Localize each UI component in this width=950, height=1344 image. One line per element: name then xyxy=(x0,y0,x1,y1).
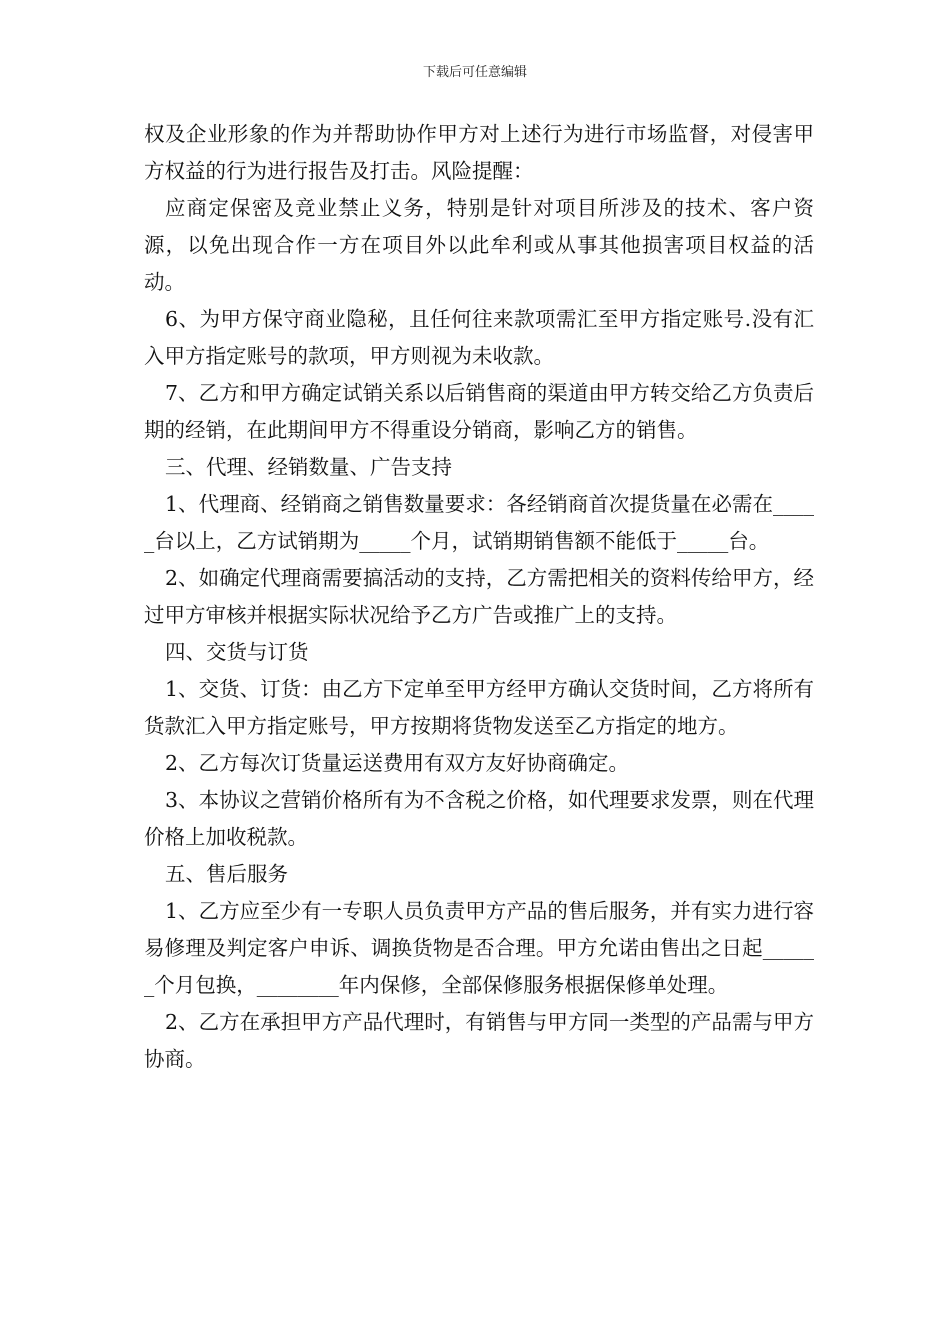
paragraph-1: 权及企业形象的作为并帮助协作甲方对上述行为进行市场监督，对侵害甲方权益的行为进行报告及打击。风险提醒： xyxy=(144,122,814,183)
paragraph-10: 2、乙方每次订货量运送费用有双方友好协商确定。 xyxy=(165,751,630,775)
paragraph-4: 7、乙方和甲方确定试销关系以后销售商的渠道由甲方转交给乙方负责后期的经销，在此期间甲方不得重设分销商，影响乙方的销售。 xyxy=(144,381,814,442)
paragraph-9: 1、交货、订货：由乙方下定单至甲方经甲方确认交货时间，乙方将所有货款汇入甲方指定账号，甲方按期将货物发送至乙方指定的地方。 xyxy=(144,677,814,738)
paragraph-13: 1、乙方应至少有一专职人员负责甲方产品的售后服务，并有实力进行容易修理及判定客户申诉、调换货物是否合理。甲方允诺由售出之日起______个月包换，________年内保修，全部保修服务根据保修单处理。 xyxy=(144,899,814,997)
document-body xyxy=(144,116,814,1078)
section-heading-5: 五、售后服务 xyxy=(165,862,288,886)
paragraph-2: 应商定保密及竞业禁止义务，特别是针对项目所涉及的技术、客户资源，以免出现合作一方在项目外以此牟利或从事其他损害项目权益的活动。 xyxy=(144,196,814,294)
paragraph-11: 3、本协议之营销价格所有为不含税之价格，如代理要求发票，则在代理价格上加收税款。 xyxy=(144,788,814,849)
section-heading-3: 三、代理、经销数量、广告支持 xyxy=(165,455,452,479)
paragraph-6: 1、代理商、经销商之销售数量要求：各经销商首次提货量在必需在_____台以上，乙方试销期为_____个月，试销期销售额不能低于_____台。 xyxy=(144,492,814,553)
section-heading-4: 四、交货与订货 xyxy=(165,640,309,664)
paragraph-3: 6、为甲方保守商业隐秘，且任何往来款项需汇至甲方指定账号.没有汇入甲方指定账号的款项，甲方则视为未收款。 xyxy=(144,307,814,368)
page-header: 下载后可任意编辑 xyxy=(422,65,527,80)
paragraph-7: 2、如确定代理商需要搞活动的支持，乙方需把相关的资料传给甲方，经过甲方审核并根据实际状况给予乙方广告或推广上的支持。 xyxy=(144,566,814,627)
paragraph-14: 2、乙方在承担甲方产品代理时，有销售与甲方同一类型的产品需与甲方协商。 xyxy=(144,1010,814,1071)
